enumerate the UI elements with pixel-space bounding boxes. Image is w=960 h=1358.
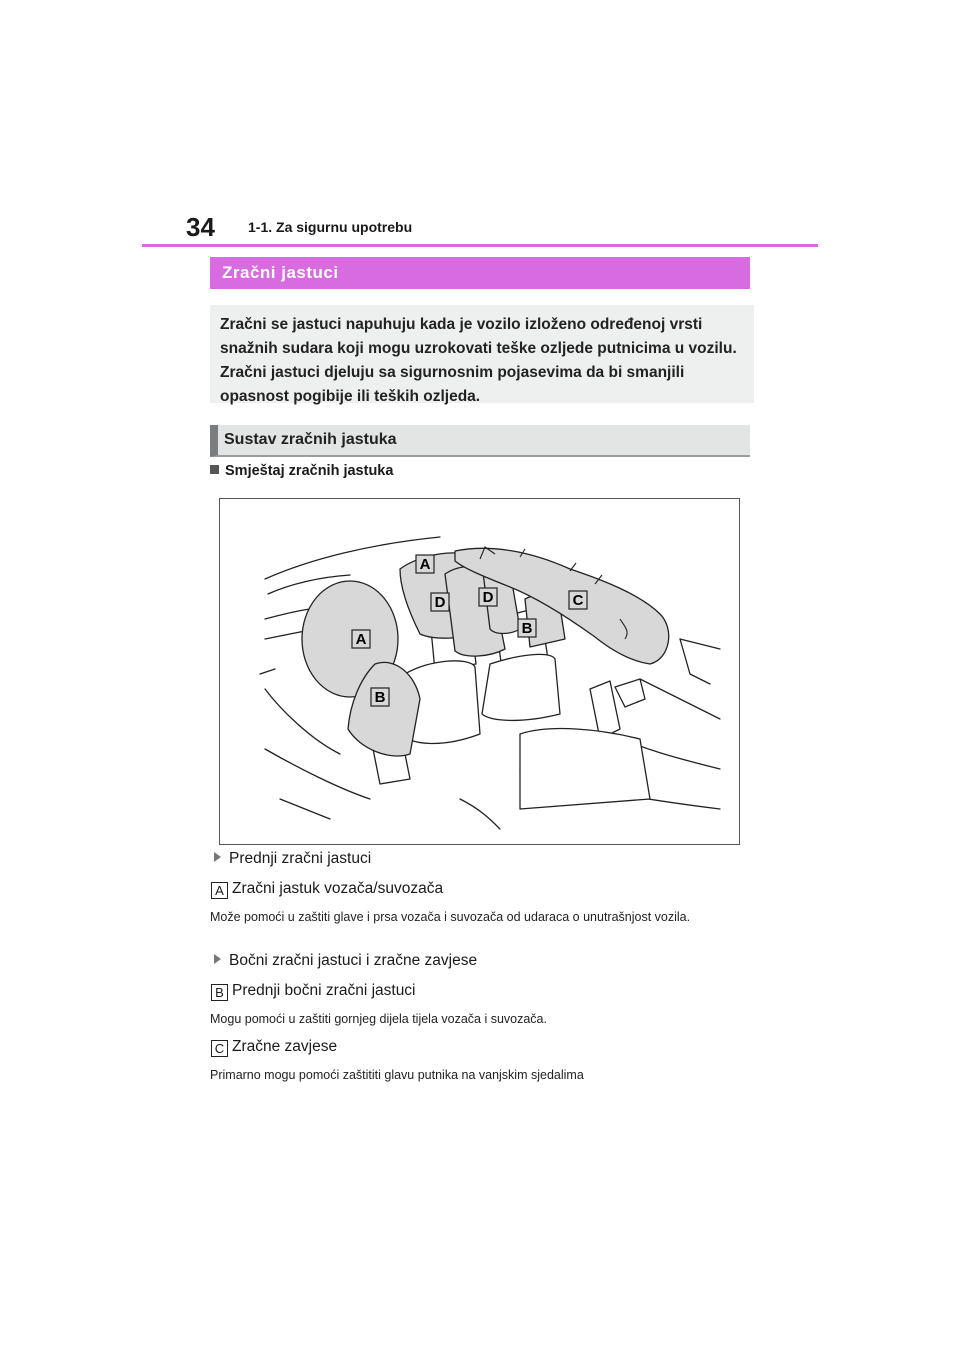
arrow-bullet-icon: [214, 852, 221, 862]
item-b-title: [211, 982, 416, 1001]
bullet-front-airbags: [214, 850, 371, 868]
figure-label-b-left: B: [374, 689, 386, 706]
car-interior-illustration: [220, 499, 739, 844]
airbag-location-figure: [219, 498, 740, 845]
item-title-text: Zračni jastuk vozača/suvozača: [232, 880, 444, 897]
figure-label-b-right: B: [521, 620, 533, 637]
item-a-title: [211, 880, 443, 899]
subheading-text: Smještaj zračnih jastuka: [225, 463, 394, 479]
bullet-side-airbags: [214, 952, 477, 970]
item-c-desc: Primarno mogu pomoći zaštititi glavu putnika na vanjskim sjedalima: [210, 1068, 584, 1082]
subsection-title: Sustav zračnih jastuka: [210, 425, 750, 457]
figure-label-a-top: A: [419, 556, 431, 573]
figure-label-d-left: D: [434, 594, 446, 611]
item-a-desc: Može pomoći u zaštiti glave i prsa vozača i suvozača od udaraca o unutrašnjost vozila.: [210, 910, 691, 924]
figure-label-a-left: A: [355, 631, 367, 648]
square-bullet-icon: [210, 465, 219, 474]
bullet-text: Prednji zračni jastuci: [229, 850, 372, 867]
subheading: [210, 463, 393, 479]
page-title: Zračni jastuci: [210, 257, 750, 289]
arrow-bullet-icon: [214, 954, 221, 964]
intro-box: Zračni se jastuci napuhuju kada je vozilo izloženo određenoj vrsti snažnih sudara koji mogu uzrokovati teške ozljede putnicima u vozilu. Zračni jastuci djeluju sa sigurnosnim pojasevima da bi smanjili opasnost pogibije ili teških ozljeda.: [210, 305, 754, 403]
bullet-text: Bočni zračni jastuci i zračne zavjese: [229, 952, 478, 969]
header-rule: [142, 244, 818, 247]
item-c-title: [211, 1038, 337, 1057]
label-b-box: B: [211, 984, 228, 1001]
item-title-text: Prednji bočni zračni jastuci: [232, 982, 416, 999]
figure-label-d-right: D: [482, 589, 494, 606]
page-number: 34: [186, 212, 215, 242]
item-title-text: Zračne zavjese: [232, 1038, 338, 1055]
label-c-box: C: [211, 1040, 228, 1057]
label-a-box: A: [211, 882, 228, 899]
section-title: 1-1. Za sigurnu upotrebu: [248, 219, 413, 235]
figure-label-c: C: [572, 592, 584, 609]
item-b-desc: Mogu pomoći u zaštiti gornjeg dijela tijela vozača i suvozača.: [210, 1012, 547, 1026]
